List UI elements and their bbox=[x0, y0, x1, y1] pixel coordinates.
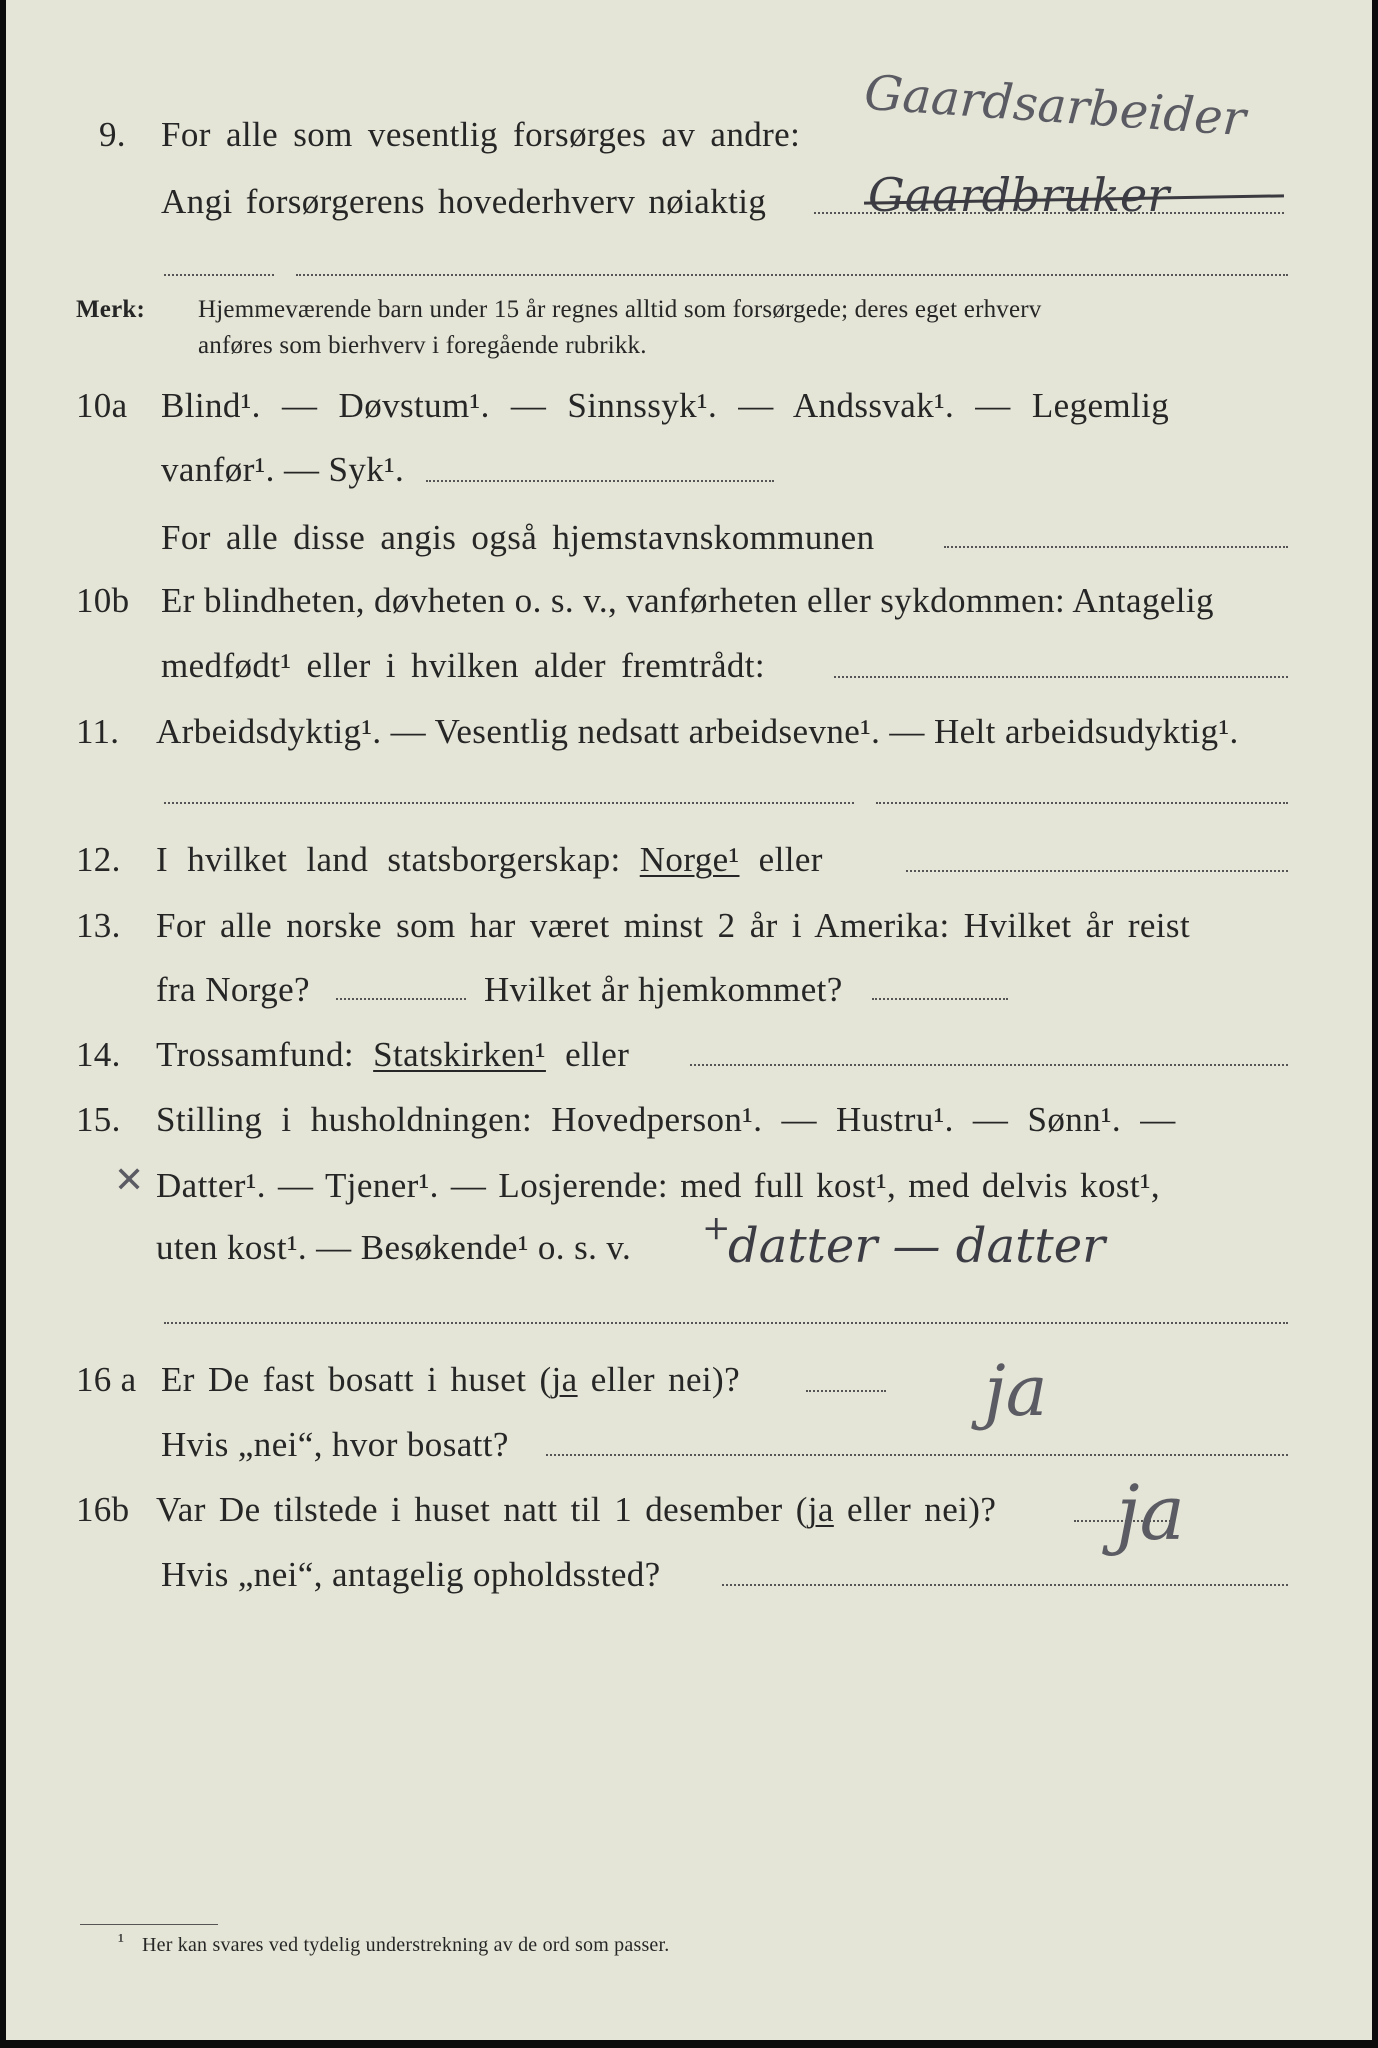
q15-extra-line bbox=[164, 1322, 1288, 1324]
q10a-home-municipality-line bbox=[944, 546, 1288, 548]
q16a-option-ja[interactable]: ja bbox=[551, 1360, 578, 1399]
q14-question bbox=[156, 1035, 629, 1075]
q15-answer-mark: + bbox=[702, 1208, 731, 1248]
q15-line1: Stilling i husholdningen: Hovedperson¹. — Hustru¹. — Sønn¹. — bbox=[156, 1100, 1176, 1139]
q13-return-year-line bbox=[872, 998, 1008, 1000]
q13-line1: For alle norske som har været minst 2 år i Amerika: Hvilket år reist bbox=[156, 906, 1191, 945]
q10b-line2: medfødt¹ eller i hvilken alder fremtrådt: bbox=[161, 646, 766, 685]
q9-extra-line-a bbox=[164, 274, 274, 276]
q16a-line1-suffix: eller nei)? bbox=[577, 1360, 741, 1399]
q10b-age-line bbox=[834, 676, 1288, 678]
footnote-rule bbox=[80, 1924, 218, 1925]
q15-line2: Datter¹. — Tjener¹. — Losjerende: med full kost¹, med delvis kost¹, bbox=[156, 1166, 1161, 1205]
q12-number: 12. bbox=[76, 840, 121, 879]
q11-line-b bbox=[876, 802, 1288, 804]
q16b-line2: Hvis „nei“, antagelig opholdssted? bbox=[161, 1555, 661, 1594]
q10b-line1: Er blindheten, døvheten o. s. v., vanførheten eller sykdommen: Antagelig bbox=[161, 581, 1214, 620]
q9-number: 9. bbox=[99, 115, 126, 154]
q16b-line1-prefix: Var De tilstede i huset natt til 1 desember ( bbox=[156, 1490, 808, 1529]
q14-prefix: Trossamfund: bbox=[156, 1035, 354, 1074]
q15-answer[interactable]: datter — datter bbox=[728, 1218, 1106, 1274]
q11-number: 11. bbox=[76, 712, 120, 751]
q15-cross-mark: ✕ bbox=[114, 1160, 145, 1201]
q16b-location-line bbox=[722, 1584, 1288, 1586]
merk-line2: anføres som bierhverv i foregående rubrikk. bbox=[198, 332, 647, 359]
q16a-number: 16 a bbox=[76, 1360, 137, 1399]
q9-answer-provider[interactable]: Gaardbruker bbox=[868, 168, 1170, 222]
q9-line1: For alle som vesentlig forsørges av andre: bbox=[161, 115, 801, 154]
footnote-mark: ¹ bbox=[118, 1930, 125, 1952]
q16b-answer[interactable]: ja bbox=[1116, 1468, 1185, 1557]
q11-line-a bbox=[164, 802, 854, 804]
q16b-line1-suffix: eller nei)? bbox=[833, 1490, 997, 1529]
q10b-number: 10b bbox=[76, 581, 130, 620]
q10a-line2: vanfør¹. — Syk¹. bbox=[161, 450, 405, 489]
q12-suffix: eller bbox=[758, 840, 823, 879]
q13-line2a: fra Norge? bbox=[156, 970, 310, 1009]
footnote-text: Her kan svares ved tydelig understrekning av de ord som passer. bbox=[142, 1934, 670, 1956]
q11-line1: Arbeidsdyktig¹. — Vesentlig nedsatt arbeidsevne¹. — Helt arbeidsudyktig¹. bbox=[156, 712, 1239, 751]
q16a-line1 bbox=[161, 1360, 740, 1400]
q13-line2b: Hvilket år hjemkommet? bbox=[484, 970, 843, 1009]
q12-question bbox=[156, 840, 823, 880]
q13-emigration-year-line bbox=[336, 998, 466, 1000]
q12-prefix: I hvilket land statsborgerskap: bbox=[156, 840, 621, 879]
q16a-line1-prefix: Er De fast bosatt i huset ( bbox=[161, 1360, 552, 1399]
q13-number: 13. bbox=[76, 906, 121, 945]
merk-label: Merk: bbox=[76, 296, 146, 323]
q16b-option-ja[interactable]: ja bbox=[807, 1490, 834, 1529]
q12-option-norge[interactable]: Norge¹ bbox=[639, 840, 740, 879]
merk-line1: Hjemmeværende barn under 15 år regnes alltid som forsørgede; deres eget erhverv bbox=[198, 296, 1042, 323]
census-form-page bbox=[6, 0, 1372, 2040]
q10a-line1: Blind¹. — Døvstum¹. — Sinnssyk¹. — Andssvak¹. — Legemlig bbox=[161, 386, 1170, 425]
q9-answer-occupation[interactable]: Gaardsarbeider bbox=[862, 64, 1248, 148]
q14-number: 14. bbox=[76, 1035, 121, 1074]
q16b-number: 16b bbox=[76, 1490, 130, 1529]
q10a-syk-line bbox=[426, 480, 774, 482]
q9-line2: Angi forsørgerens hovederhverv nøiaktig bbox=[161, 182, 767, 221]
q16b-line1 bbox=[156, 1490, 996, 1530]
q14-other-faith-line bbox=[690, 1064, 1288, 1066]
q10a-number: 10a bbox=[76, 386, 128, 425]
q15-number: 15. bbox=[76, 1100, 121, 1139]
q12-other-country-line bbox=[906, 870, 1288, 872]
q10a-line3: For alle disse angis også hjemstavnskommunen bbox=[161, 518, 875, 557]
q9-extra-line-b bbox=[296, 274, 1288, 276]
q14-option-statskirken[interactable]: Statskirken¹ bbox=[373, 1035, 546, 1074]
q16a-answer-line bbox=[806, 1390, 886, 1392]
q16a-line2: Hvis „nei“, hvor bosatt? bbox=[161, 1425, 509, 1464]
q15-line3: uten kost¹. — Besøkende¹ o. s. v. bbox=[156, 1228, 632, 1267]
q16a-residence-line bbox=[546, 1454, 1288, 1456]
q14-suffix: eller bbox=[565, 1035, 630, 1074]
q16a-answer[interactable]: ja bbox=[984, 1350, 1048, 1432]
